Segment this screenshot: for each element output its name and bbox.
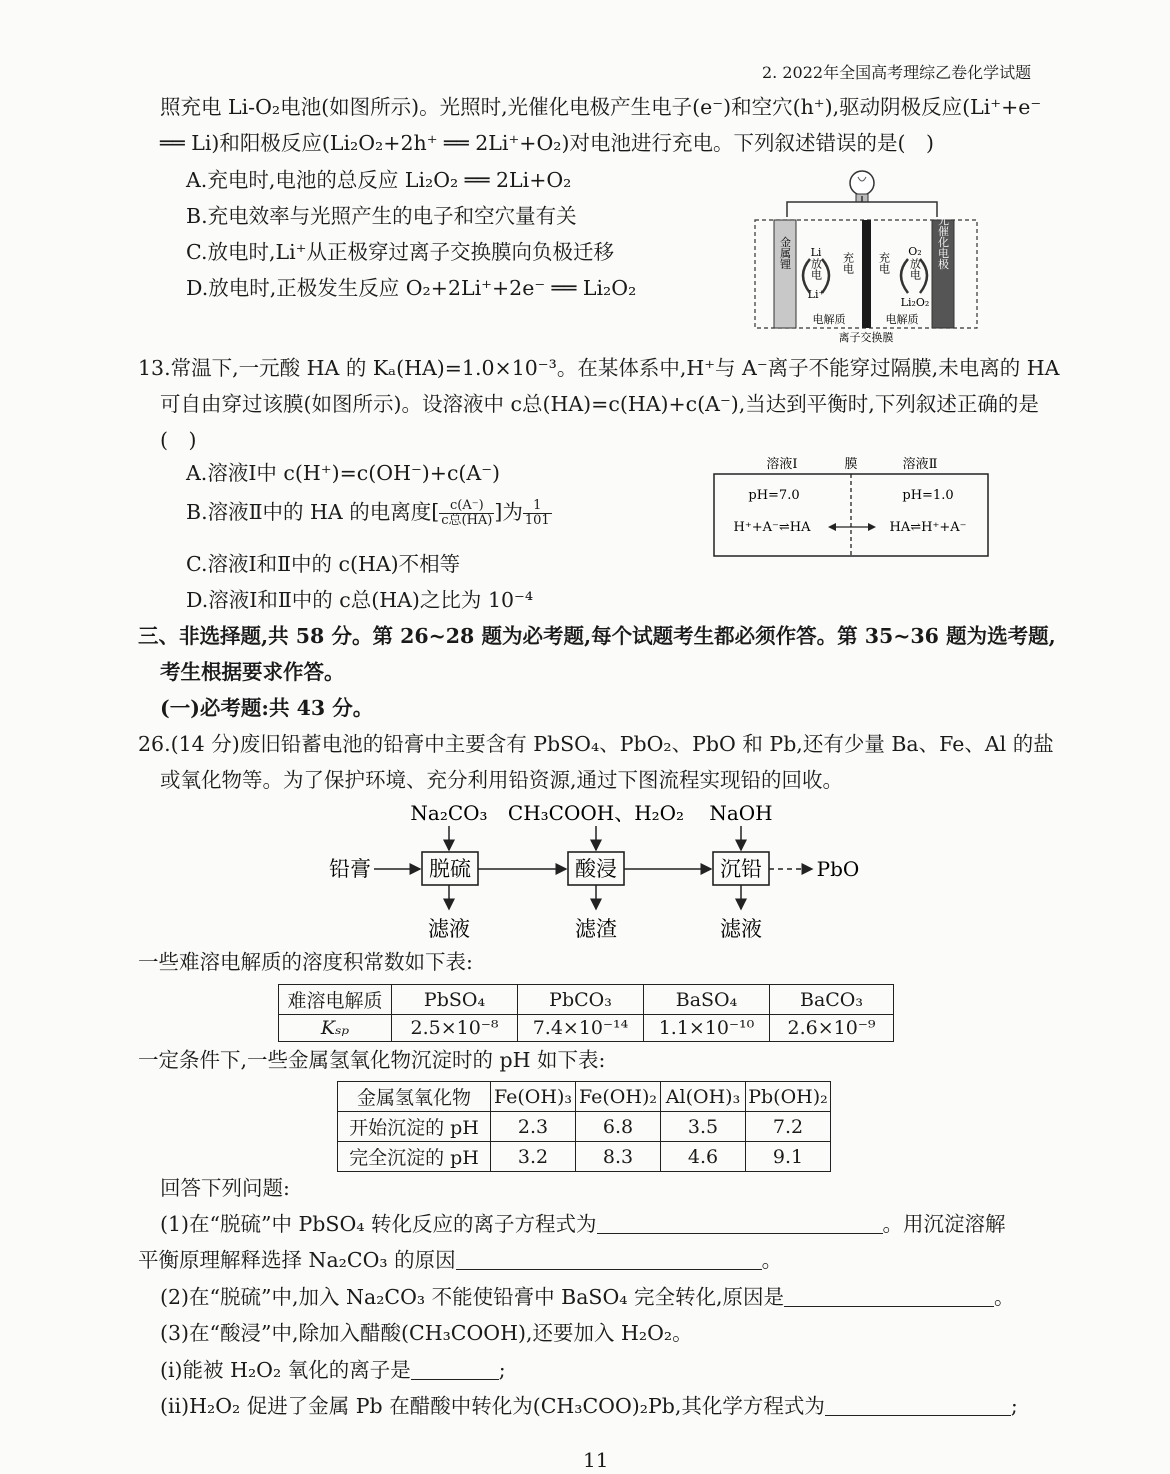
ph-complete-row	[338, 1142, 831, 1172]
metal-li-label: 金属锂	[778, 236, 792, 270]
question-3: (3)在“酸浸”中,除加入醋酸(CH₃COOH),还要加入 H₂O₂。	[160, 1321, 693, 1345]
section3-line1: 三、非选择题,共 58 分。第 26~28 题为必考题,每个试题考生都必须作答。第 35~36 题为选考题,	[138, 624, 1056, 648]
q1-text-a: (1)在“脱硫”中 PbSO₄ 转化反应的离子方程式为	[160, 1212, 597, 1236]
q3i-text-a: (i)能被 H₂O₂ 氧化的离子是	[160, 1358, 411, 1382]
ph-value: 4.6	[661, 1142, 746, 1172]
q13-stem-line2: 可自由穿过该膜(如图所示)。设溶液中 c总(HA)=c(HA)+c(A⁻),当达到平衡时,下列叙述正确的是	[160, 392, 1039, 416]
answer-blank-q1-equation[interactable]	[597, 1213, 883, 1234]
ph-solution-1: pH=7.0	[748, 488, 800, 503]
ph-value: 2.3	[491, 1112, 576, 1142]
q13-option-a: A.溶液Ⅰ中 c(H⁺)=c(OH⁻)+c(A⁻)	[186, 461, 501, 485]
q26-stem-line1: 26.(14 分)废旧铅蓄电池的铅膏中主要含有 PbSO₄、PbO₂、PbO 和 Pb,还有少量 Ba、Fe、Al 的盐	[138, 732, 1054, 756]
ksp-header: 难溶电解质	[279, 985, 392, 1015]
output-filtrate-2: 滤液	[720, 917, 762, 941]
ksp-value: 2.6×10⁻⁹	[770, 1015, 894, 1042]
battery-figure	[752, 165, 982, 345]
fraction-denominator: c总(HA)	[441, 513, 493, 528]
value-denominator: 101	[524, 513, 550, 528]
q2-text-a: (2)在“脱硫”中,加入 Na₂CO₃ 不能使铅膏中 BaSO₄ 完全转化,原因是	[160, 1285, 785, 1309]
solution-1-label: 溶液Ⅰ	[766, 457, 798, 472]
ph-header: Fe(OH)₂	[576, 1082, 661, 1112]
ksp-header: PbSO₄	[392, 985, 518, 1015]
question-2	[160, 1283, 1015, 1311]
product-pbo: PbO	[816, 857, 860, 881]
ph-table	[337, 1081, 831, 1172]
answer-blank-q3i[interactable]	[411, 1359, 499, 1380]
ksp-row-label: Kₛₚ	[279, 1015, 392, 1042]
question-1-line1	[160, 1210, 1006, 1238]
answer-blank-q3ii[interactable]	[825, 1395, 1011, 1416]
li2o2-label: Li₂O₂	[900, 296, 930, 309]
ksp-header: BaCO₃	[770, 985, 894, 1015]
start-lead-paste: 铅膏	[329, 857, 371, 881]
membrane-top-label: 膜	[844, 457, 858, 472]
q13-option-b: B.溶液Ⅱ中的 HA 的电离度[ $\frac{c(A^-)}{\text{c总(HA)}}$ ]为 $\frac{1}{101}$	[186, 498, 550, 528]
answer-blank-q2[interactable]	[784, 1286, 994, 1307]
ion-exchange-membrane	[862, 220, 871, 328]
ph-value: 9.1	[746, 1142, 831, 1172]
photo-electrode-label: 光催化电极	[936, 214, 950, 270]
section3-subtitle: (一)必考题:共 43 分。	[160, 696, 374, 720]
output-residue: 滤渣	[575, 917, 617, 941]
ph-row-label: 开始沉淀的 pH	[338, 1112, 491, 1142]
ph-header: Fe(OH)₃	[491, 1082, 576, 1112]
ksp-header-row	[279, 985, 894, 1015]
charge-label-right: 充电	[877, 252, 891, 274]
solution-2-label: 溶液Ⅱ	[902, 457, 938, 472]
equilibrium-solution-2: HA⇌H⁺+A⁻	[889, 520, 967, 535]
equilibrium-solution-1: H⁺+A⁻⇌HA	[733, 520, 811, 535]
reagent-naoh: NaOH	[709, 801, 773, 825]
q12-stem-line1: 照充电 Li-O₂电池(如图所示)。光照时,光催化电极产生电子(e⁻)和空穴(h⁺),驱动阴极反应(Li⁺+e⁻	[160, 95, 1042, 119]
value-fraction	[523, 499, 552, 528]
ph-header-row	[338, 1082, 831, 1112]
q13-option-c: C.溶液Ⅰ和Ⅱ中的 c(HA)不相等	[186, 552, 461, 576]
output-filtrate-1: 滤液	[428, 917, 470, 941]
q1-text-d: 。	[761, 1248, 783, 1272]
q3i-text-b: ;	[498, 1358, 506, 1382]
q1-text-b: 。用沉淀溶解	[882, 1212, 1006, 1236]
membrane-label: 离子交换膜	[838, 331, 894, 344]
charge-label-left: 充电	[841, 252, 855, 274]
ksp-intro: 一些难溶电解质的溶度积常数如下表:	[138, 950, 473, 974]
ksp-value: 7.4×10⁻¹⁴	[518, 1015, 644, 1042]
ph-header: Pb(OH)₂	[746, 1082, 831, 1112]
ksp-value-row	[279, 1015, 894, 1042]
ph-value: 7.2	[746, 1112, 831, 1142]
double-arrow-icon	[828, 523, 876, 531]
ph-row-label: 完全沉淀的 pH	[338, 1142, 491, 1172]
ksp-table	[278, 984, 894, 1042]
ph-value: 3.5	[661, 1112, 746, 1142]
membrane-figure	[710, 452, 995, 562]
ksp-header: BaSO₄	[644, 985, 770, 1015]
fraction-numerator: c(A⁻)	[439, 499, 494, 514]
q2-text-b: 。	[994, 1285, 1015, 1309]
reagent-na2co3: Na₂CO₃	[410, 801, 488, 825]
question-3i	[160, 1356, 506, 1384]
process-flowchart	[318, 796, 878, 946]
discharge-label-right: 放电	[908, 258, 922, 280]
page-header: 2. 2022年全国高考理综乙卷化学试题	[762, 63, 1032, 82]
reagent-acetic-h2o2: CH₃COOH、H₂O₂	[507, 801, 685, 825]
ph-header: Al(OH)₃	[661, 1082, 746, 1112]
ph-solution-2: pH=1.0	[902, 488, 954, 503]
ph-value: 3.2	[491, 1142, 576, 1172]
q12-option-a: A.充电时,电池的总反应 Li₂O₂ ══ 2Li+O₂	[186, 168, 572, 192]
o2-label: O₂	[908, 245, 922, 258]
q13-stem-line3: ( )	[160, 428, 197, 452]
li-ion-label: Li⁺	[807, 288, 825, 301]
q3ii-text-a: (ii)H₂O₂ 促进了金属 Pb 在醋酸中转化为(CH₃COO)₂Pb,其化学方程式为	[160, 1394, 825, 1418]
q26-stem-line2: 或氧化物等。为了保护环境、充分利用铅资源,通过下图流程实现铅的回收。	[160, 768, 844, 792]
section3-line2: 考生根据要求作答。	[160, 660, 345, 684]
step-precipitation: 沉铅	[720, 857, 762, 881]
ksp-header: PbCO₃	[518, 985, 644, 1015]
ph-start-row	[338, 1112, 831, 1142]
ph-intro: 一定条件下,一些金属氢氧化物沉淀时的 pH 如下表:	[138, 1048, 606, 1072]
electrolyte-label-right: 电解质	[885, 313, 919, 326]
value-numerator: 1	[523, 499, 552, 514]
question-1-line2	[138, 1246, 782, 1274]
ionization-fraction	[439, 499, 494, 528]
electrolyte-label-left: 电解质	[812, 313, 846, 326]
li-top-label: Li	[810, 246, 822, 259]
q1-text-c: 平衡原理解释选择 Na₂CO₃ 的原因	[138, 1248, 456, 1272]
step-acid-leach: 酸浸	[575, 857, 617, 881]
step-desulfurization: 脱硫	[429, 857, 471, 881]
q13-option-d: D.溶液Ⅰ和Ⅱ中的 c总(HA)之比为 10⁻⁴	[186, 588, 534, 612]
discharge-label-left: 放电	[809, 258, 823, 280]
page-number: 11	[583, 1448, 609, 1472]
ksp-value: 1.1×10⁻¹⁰	[644, 1015, 770, 1042]
ph-header: 金属氢氧化物	[338, 1082, 491, 1112]
q12-stem-line2: ══ Li)和阳极反应(Li₂O₂+2h⁺ ══ 2Li⁺+O₂)对电池进行充电。下列叙述错误的是( )	[160, 131, 934, 155]
question-3ii	[160, 1392, 1018, 1420]
q12-option-b: B.充电效率与光照产生的电子和空穴量有关	[186, 204, 577, 228]
answer-intro: 回答下列问题:	[160, 1176, 290, 1200]
q3ii-text-b: ;	[1010, 1394, 1018, 1418]
q13-stem-line1: 13.常温下,一元酸 HA 的 Kₐ(HA)=1.0×10⁻³。在某体系中,H⁺与 A⁻离子不能穿过隔膜,未电离的 HA	[138, 356, 1060, 380]
q12-option-c: C.放电时,Li⁺从正极穿过离子交换膜向负极迁移	[186, 240, 614, 264]
answer-blank-q1-reason[interactable]	[456, 1249, 762, 1270]
q13-option-b-mid: 为	[502, 500, 523, 524]
q13-option-b-prefix: B.溶液Ⅱ中的 HA 的电离度	[186, 500, 432, 524]
ph-value: 6.8	[576, 1112, 661, 1142]
ph-value: 8.3	[576, 1142, 661, 1172]
ksp-value: 2.5×10⁻⁸	[392, 1015, 518, 1042]
q12-option-d: D.放电时,正极发生反应 O₂+2Li⁺+2e⁻ ══ Li₂O₂	[186, 276, 637, 300]
